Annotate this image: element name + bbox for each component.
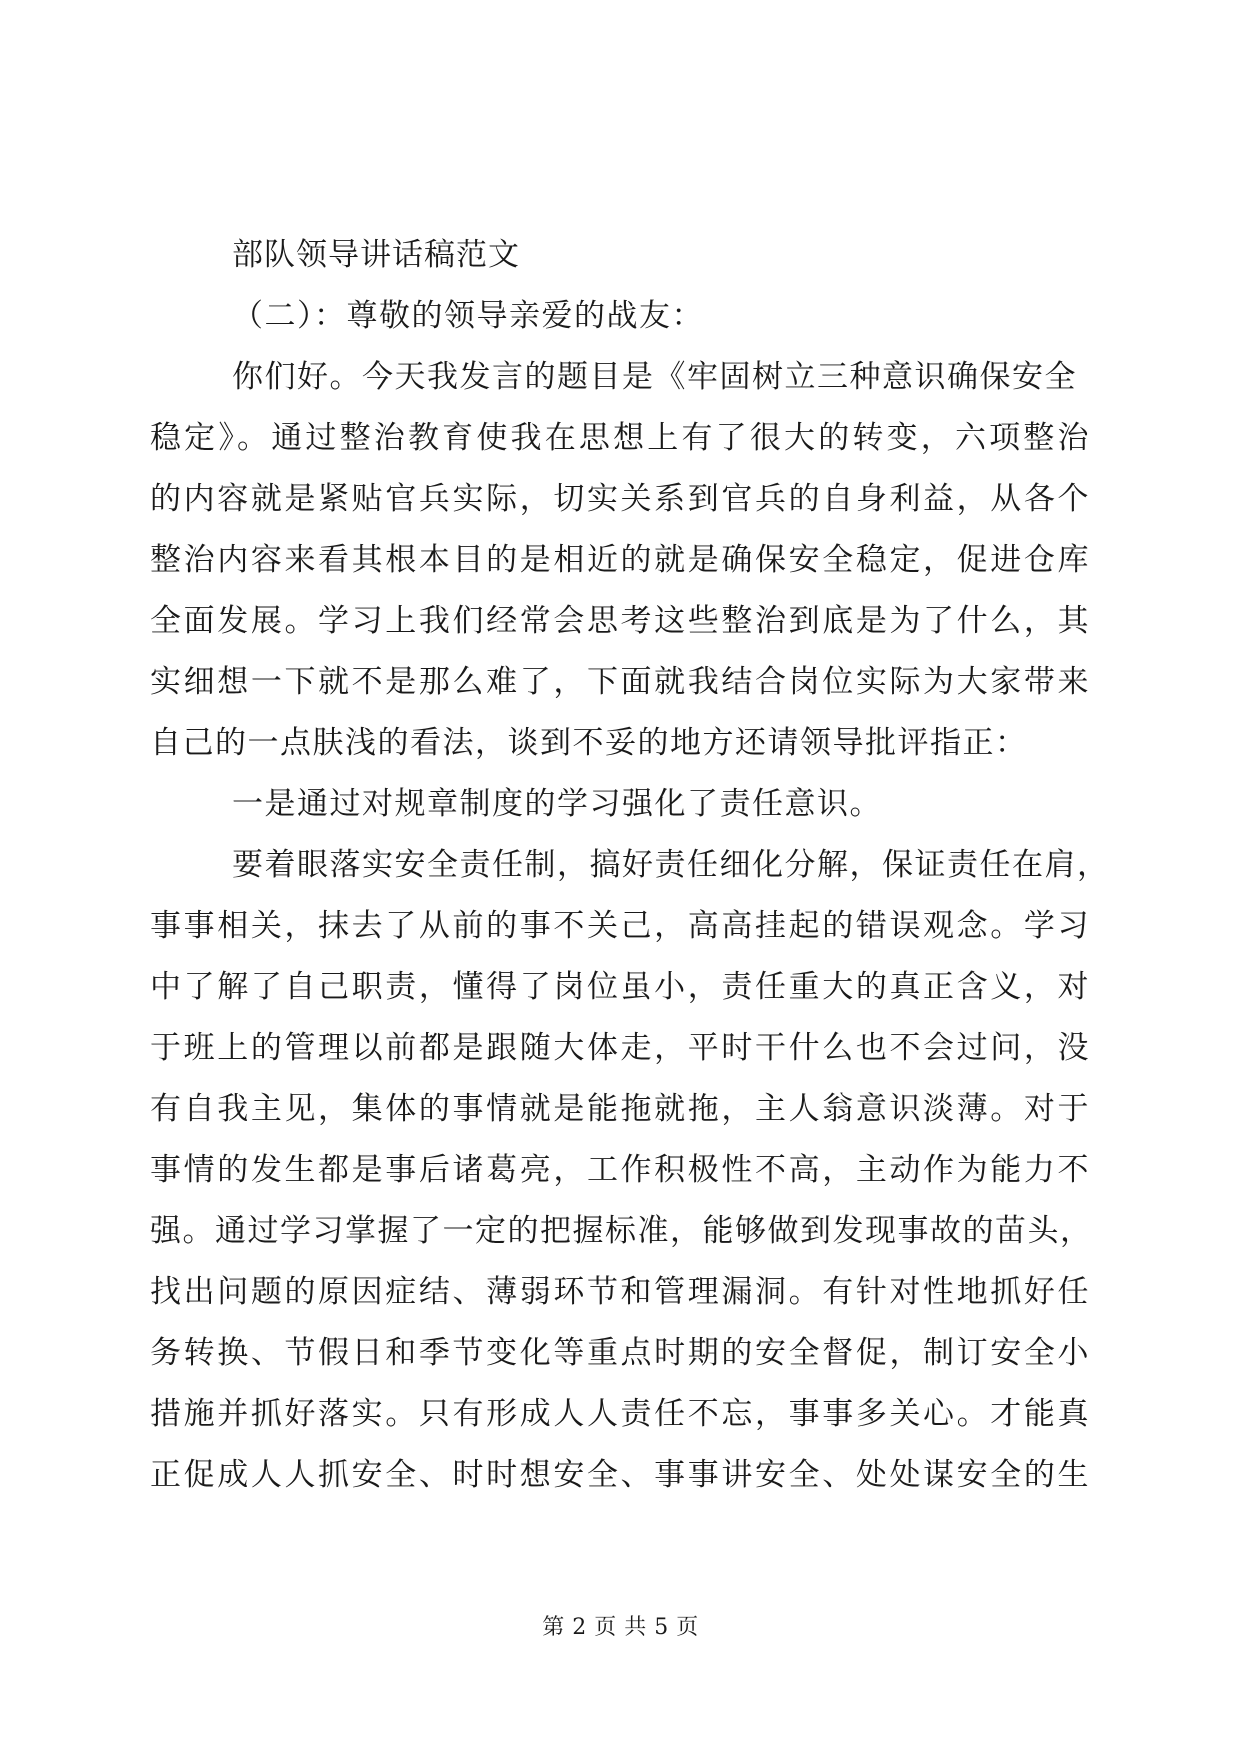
document-body xyxy=(150,225,1110,1506)
paragraph-line: 找出问题的原因症结、薄弱环节和管理漏洞。有针对性地抓好任 xyxy=(150,1274,1090,1310)
page-number: 第 2 页 共 5 页 xyxy=(542,1615,699,1640)
paragraph-line: 全面发展。学习上我们经常会思考这些整治到底是为了什么，其 xyxy=(150,603,1090,639)
paragraph-line: 自己的一点肤浅的看法，谈到不妥的地方还请领导批评指正： xyxy=(150,725,1028,761)
paragraph-line: 稳定》。通过整治教育使我在思想上有了很大的转变，六项整治 xyxy=(150,420,1090,456)
paragraph-line: 事事相关，抹去了从前的事不关己，高高挂起的错误观念。学习 xyxy=(150,908,1090,944)
paragraph-line: 措施并抓好落实。只有形成人人责任不忘，事事多关心。才能真 xyxy=(150,1396,1090,1432)
paragraph-line: 你们好。今天我发言的题目是《牢固树立三种意识确保安全 xyxy=(232,359,1077,395)
paragraph-line: 正促成人人抓安全、时时想安全、事事讲安全、处处谋安全的生 xyxy=(150,1457,1090,1493)
paragraph-line: 实细想一下就不是那么难了，下面就我结合岗位实际为大家带来 xyxy=(150,664,1090,700)
paragraph-line: 中了解了自己职责，懂得了岗位虽小，责任重大的真正含义，对 xyxy=(150,969,1090,1005)
paragraph-line: 的内容就是紧贴官兵实际，切实关系到官兵的自身利益，从各个 xyxy=(150,481,1090,517)
paragraph-line: 有自我主见，集体的事情就是能拖就拖，主人翁意识淡薄。对于 xyxy=(150,1091,1090,1127)
document-title: 部队领导讲话稿范文 xyxy=(232,237,520,273)
paragraph-line: 事情的发生都是事后诸葛亮，工作积极性不高，主动作为能力不 xyxy=(150,1152,1090,1188)
paragraph-line: 于班上的管理以前都是跟随大体走，平时干什么也不会过问，没 xyxy=(150,1030,1090,1066)
paragraph-line: 要着眼落实安全责任制，搞好责任细化分解，保证责任在肩， xyxy=(232,847,1110,883)
section-heading: 一是通过对规章制度的学习强化了责任意识。 xyxy=(232,786,882,822)
document-subtitle: （二）：尊敬的领导亲爱的战友： xyxy=(232,298,704,334)
paragraph-line: 务转换、节假日和季节变化等重点时期的安全督促，制订安全小 xyxy=(150,1335,1090,1371)
paragraph-line: 强。通过学习掌握了一定的把握标准，能够做到发现事故的苗头， xyxy=(150,1213,1093,1249)
paragraph-line: 整治内容来看其根本目的是相近的就是确保安全稳定，促进仓库 xyxy=(150,542,1090,578)
